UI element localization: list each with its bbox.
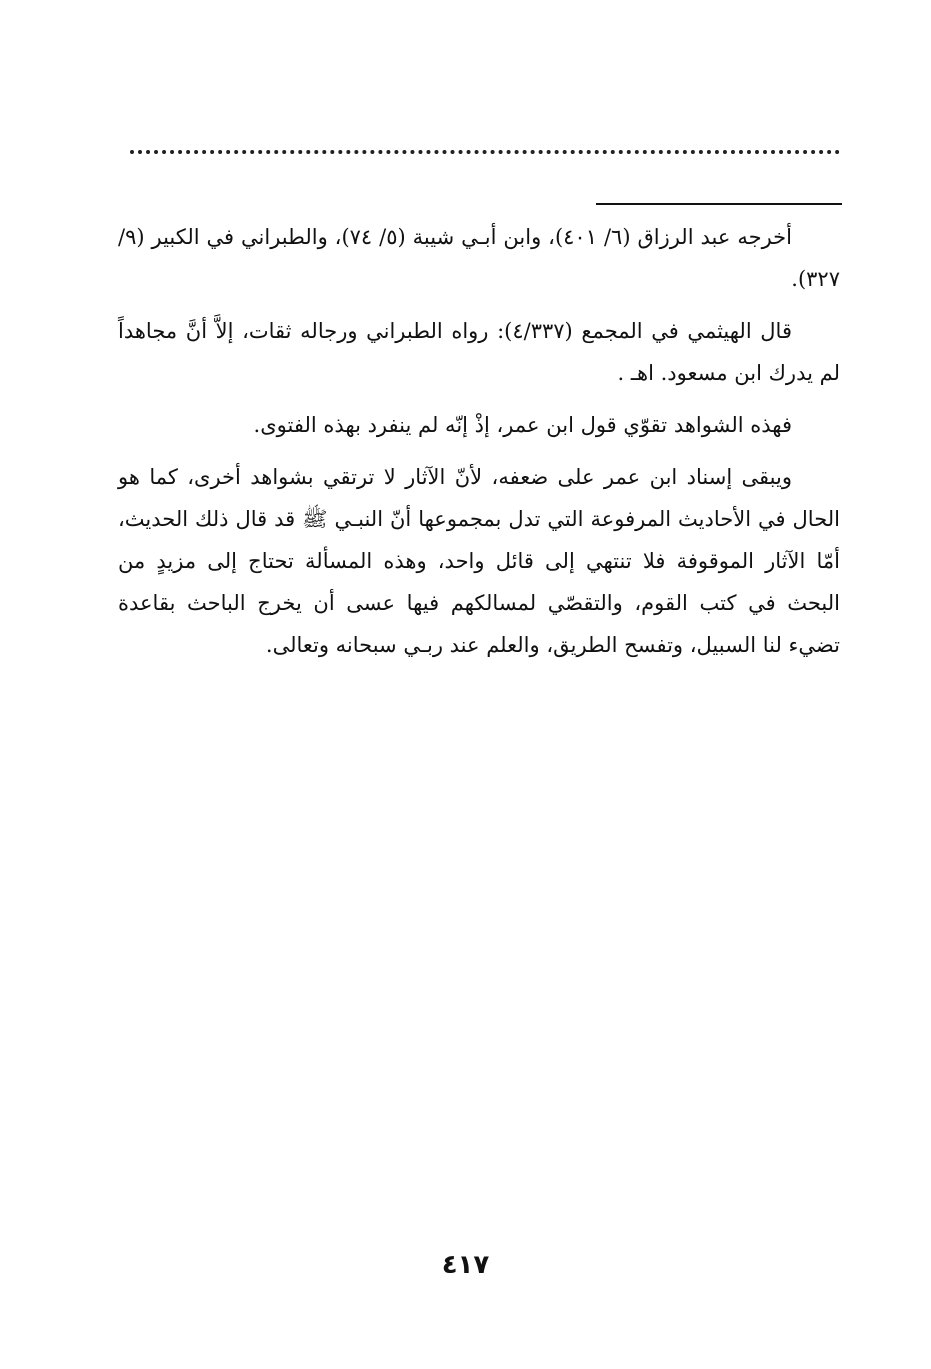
footnote-discussion: ويبقى إسناد ابن عمر على ضعفه، لأنّ الآثار لا ترتقي بشواهد أخرى، كما هو الحال في الأحاديث المرفوعة التي تدل بمجموعها أنّ النبـي ﷺ قد قال ذلك الحديث، أمّا الآثار الموقوفة فلا تنتهي إلى قائل واحد، وهذه المسألة تحتاج إلى مزيدٍ من البحث في كتب القوم، والتقصّي لمسالكهم فيها عسى أن يخرج الباحث بقاعدة تضيء لنا السبيل، وتفسح الطريق، والعلم عند ربـي سبحانه وتعالى. <box>118 465 840 657</box>
footnote-haythami-quote: قال الهيثمي في المجمع (٤/٣٣٧): رواه الطبراني ورجاله ثقات، إلاَّ أنَّ مجاهداً لم يدرك ابن مسعود. اهـ . <box>118 319 840 385</box>
footnote-text <box>118 216 840 676</box>
footnote-conclusion: فهذه الشواهد تقوّي قول ابن عمر، إذْ إنّه لم ينفرد بهذه الفتوى. <box>253 413 792 437</box>
dotted-separator <box>130 150 840 154</box>
footnote-separator <box>596 203 842 205</box>
page-number: ٤١٧ <box>441 1250 490 1280</box>
footnote-citation: أخرجه عبد الرزاق (٦/ ٤٠١)، وابن أبـي شيبة (٥/ ٧٤)، والطبراني في الكبير (٩/ ٣٢٧). <box>118 225 840 291</box>
